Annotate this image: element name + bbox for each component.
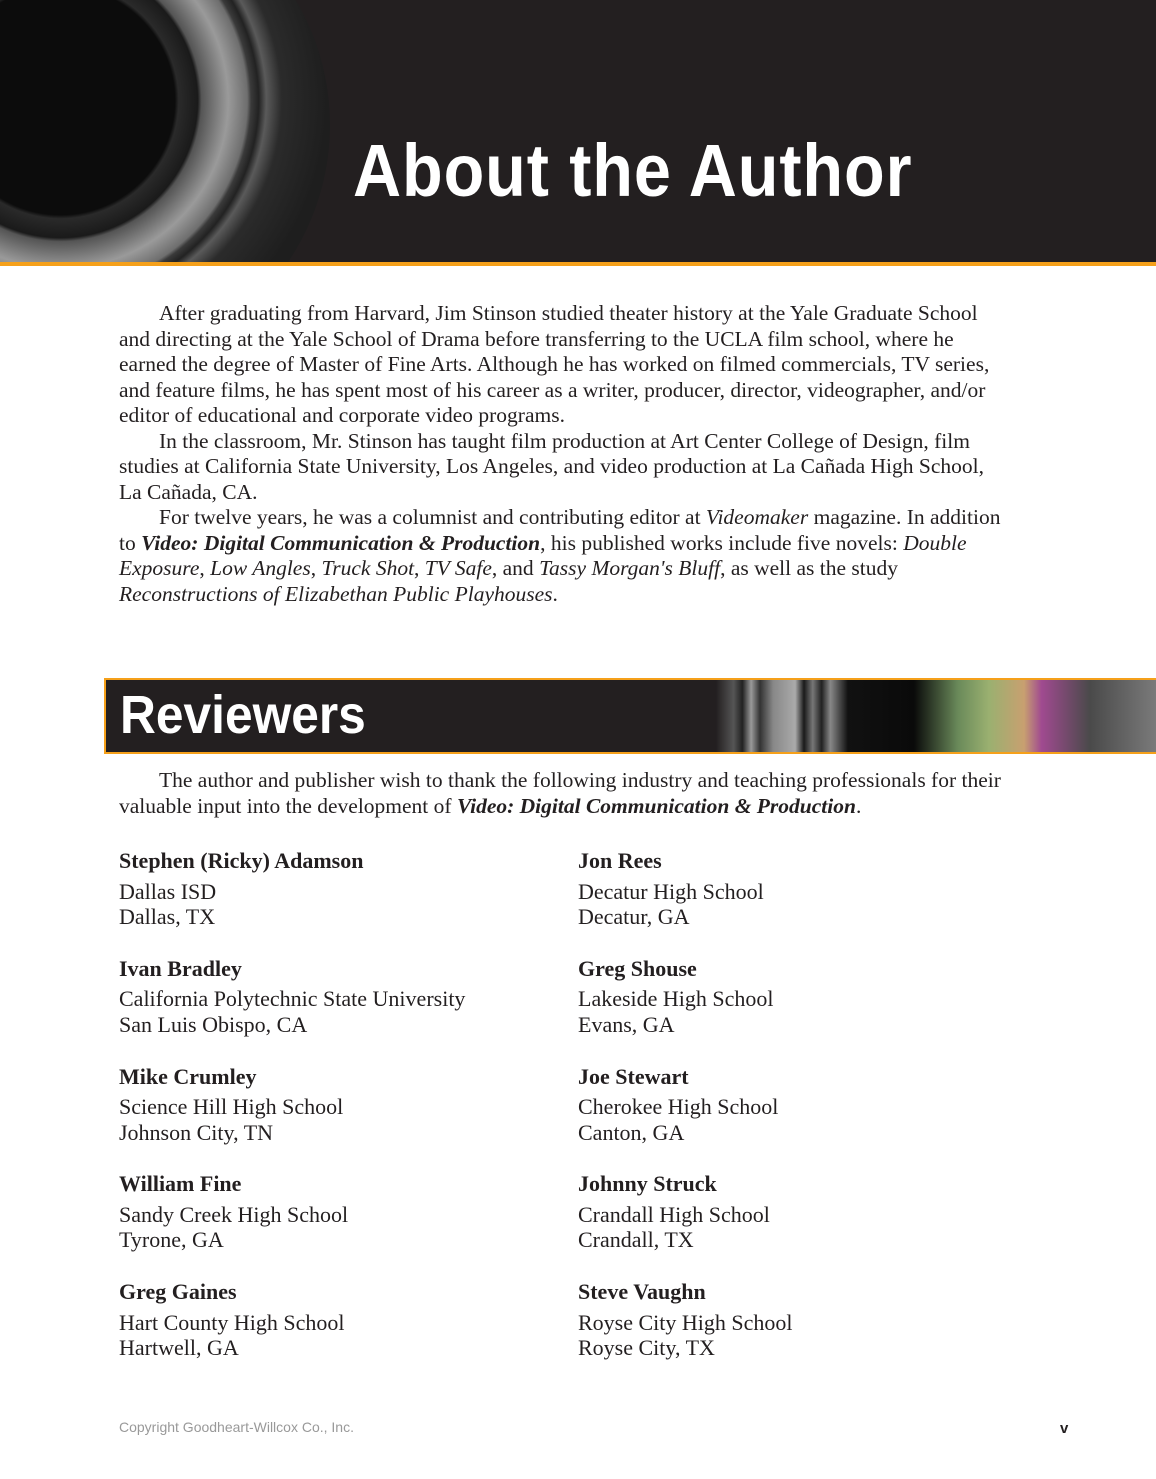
camera-lens-image xyxy=(0,0,330,262)
reviewer-entry xyxy=(578,1171,1018,1253)
reviewer-loc: San Luis Obispo, CA xyxy=(119,1011,308,1037)
reviewer-entry xyxy=(119,1064,559,1146)
reviewer-org: Royse City High School xyxy=(578,1309,793,1335)
reviewer-org: Dallas ISD xyxy=(119,878,217,904)
reviewer-loc: Decatur, GA xyxy=(578,904,690,929)
reviewer-org: Science Hill High School xyxy=(119,1094,344,1120)
about-text xyxy=(119,301,1009,607)
reviewer-org: Decatur High School xyxy=(578,878,764,904)
header-divider xyxy=(0,262,1156,266)
reviewer-loc: Royse City, TX xyxy=(578,1335,715,1361)
page-number: v xyxy=(1060,1420,1069,1437)
reviewer-loc: Hartwell, GA xyxy=(119,1335,239,1361)
reviewer-org: Cherokee High School xyxy=(578,1094,779,1120)
reviewer-name: Jon Rees xyxy=(578,848,662,873)
section-title: Reviewers xyxy=(120,685,366,745)
reviewer-loc: Evans, GA xyxy=(578,1011,675,1037)
reviewer-org: Crandall High School xyxy=(578,1201,770,1227)
reviewer-name: Ivan Bradley xyxy=(119,955,242,981)
about-paragraph-2: In the classroom, Mr. Stinson has taught film production at Art Center College of Design, film studies at California State University, Los Angeles, and video production at La Cañada High School, La Cañada, CA. xyxy=(119,428,984,504)
reviewer-loc: Dallas, TX xyxy=(119,904,216,929)
reviewer-org: Lakeside High School xyxy=(578,986,774,1012)
reviewer-name: Johnny Struck xyxy=(578,1171,717,1197)
reviewer-entry xyxy=(119,956,559,1038)
reviewer-loc: Johnson City, TN xyxy=(119,1119,274,1145)
reviewer-org: Hart County High School xyxy=(119,1309,345,1335)
header-banner xyxy=(0,0,1156,262)
copyright: Copyright Goodheart-Willcox Co., Inc. xyxy=(119,1419,354,1435)
reviewer-name: Greg Gaines xyxy=(119,1279,237,1305)
reviewer-loc: Crandall, TX xyxy=(578,1227,694,1253)
page-title: About the Author xyxy=(353,129,913,212)
reviewer-loc: Canton, GA xyxy=(578,1119,685,1145)
reviewer-name: Greg Shouse xyxy=(578,955,697,981)
reviewer-entry xyxy=(119,1171,559,1253)
reviewer-entry xyxy=(119,1279,559,1361)
reviewer-org: California Polytechnic State University xyxy=(119,986,466,1012)
reviewer-name: Stephen (Ricky) Adamson xyxy=(119,848,364,873)
camera-lens-strip-image xyxy=(716,680,1156,752)
reviewers-banner xyxy=(104,678,1156,754)
reviewers-intro: The author and publisher wish to thank the following industry and teaching professionals for their valuable input into the development of Video: Digital Communication & Production. xyxy=(119,768,1001,818)
reviewer-entry xyxy=(578,956,1018,1038)
reviewer-entry xyxy=(578,848,1018,930)
reviewer-org: Sandy Creek High School xyxy=(119,1201,349,1227)
reviewer-entry xyxy=(578,1064,1018,1146)
reviewer-name: William Fine xyxy=(119,1171,242,1197)
reviewer-loc: Tyrone, GA xyxy=(119,1227,224,1253)
about-paragraph-3: For twelve years, he was a columnist and contributing editor at Videomaker magazine. In addition to Video: Digital Communication & Production, his published works include five novels: Double Exposure, Low Angles, Truck Shot, TV Safe, and Tassy Morgan's Bluff, as well as the study Reconstructions of Elizabethan Public Playhouses. xyxy=(119,505,1001,606)
reviewer-entry xyxy=(119,848,559,930)
reviewer-name: Mike Crumley xyxy=(119,1063,257,1089)
reviewer-name: Steve Vaughn xyxy=(578,1279,706,1305)
about-paragraph-1: After graduating from Harvard, Jim Stinson studied theater history at the Yale Graduate School and directing at the Yale School of Drama before transferring to the UCLA film school, where he earned the degree of Master of Fine Arts. Although he has worked on filmed commercials, TV series, and feature films, he has spent most of his career as a writer, producer, director, videographer, and/or editor of educational and corporate video programs. xyxy=(119,301,990,427)
reviewer-name: Joe Stewart xyxy=(578,1063,689,1089)
reviewer-entry xyxy=(578,1279,1018,1361)
